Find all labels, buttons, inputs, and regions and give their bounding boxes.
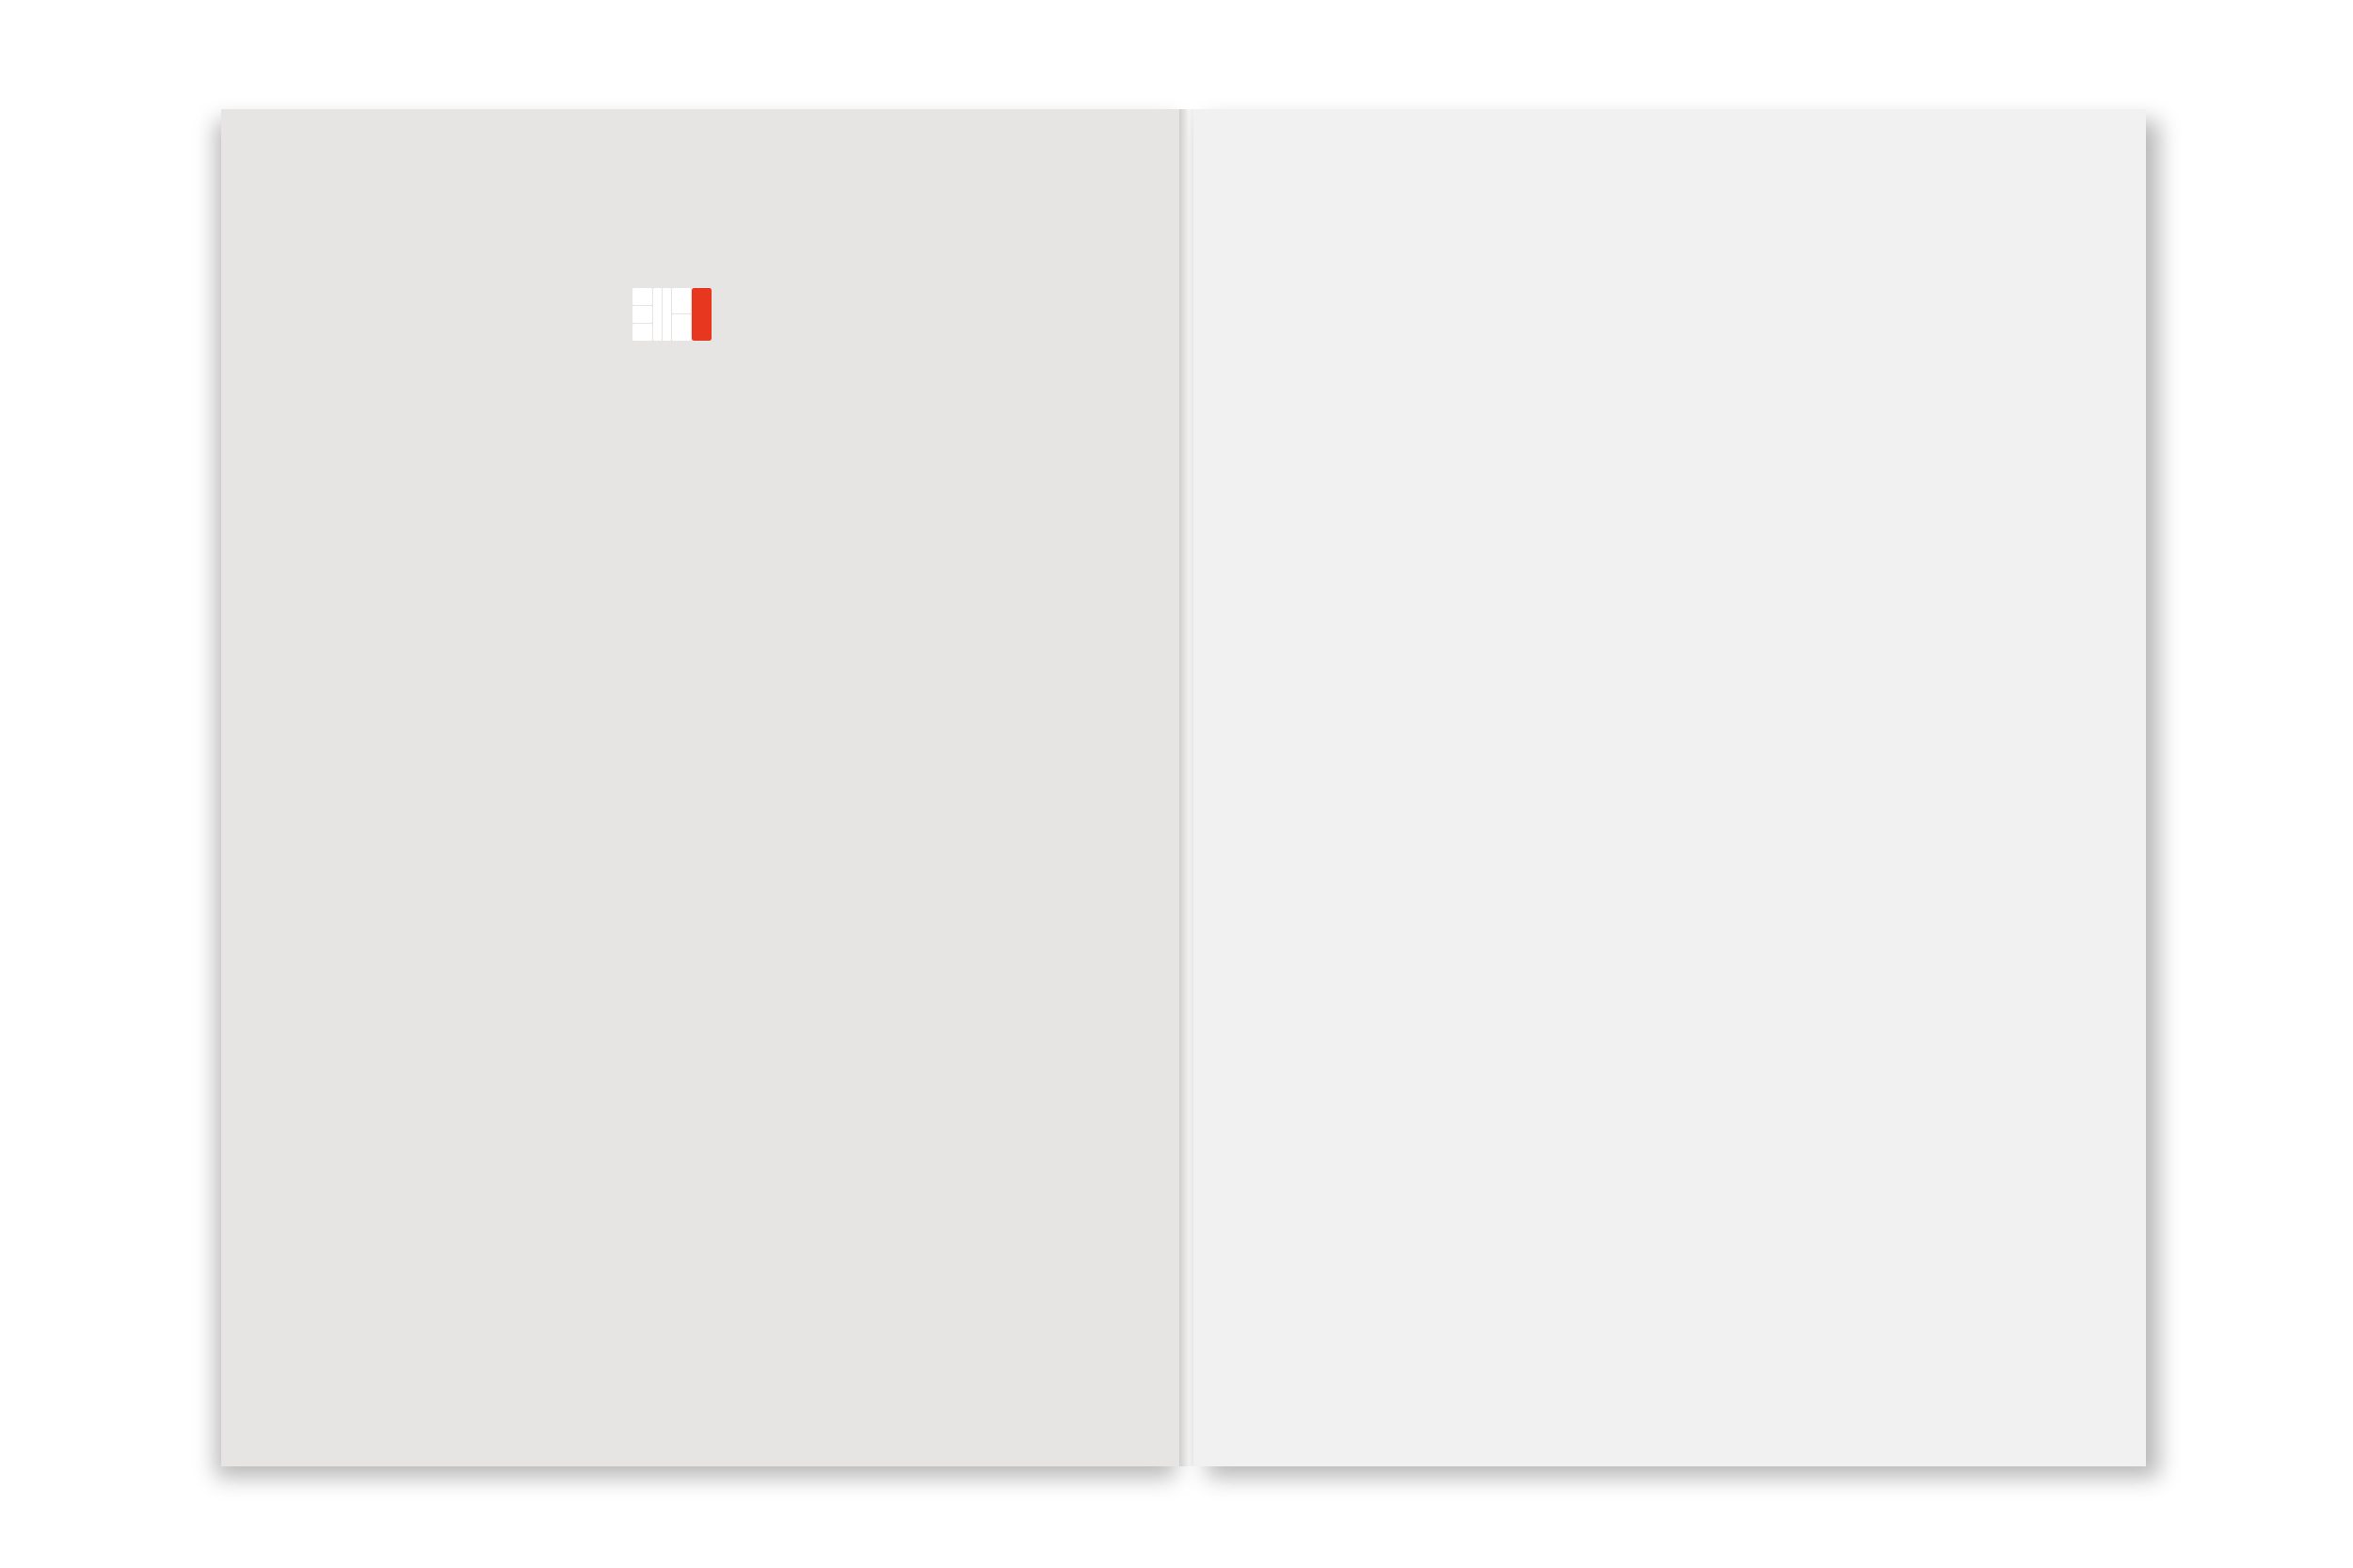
credits — [1193, 1033, 2146, 1056]
left-page — [221, 109, 1181, 1466]
page-footer — [318, 1393, 326, 1418]
decorative-pattern-top — [1245, 166, 2085, 956]
edico-logo-icon — [632, 288, 712, 341]
decorative-pattern-bottom — [1245, 1258, 2085, 1413]
right-page — [1193, 109, 2146, 1466]
article-body — [318, 356, 1087, 361]
